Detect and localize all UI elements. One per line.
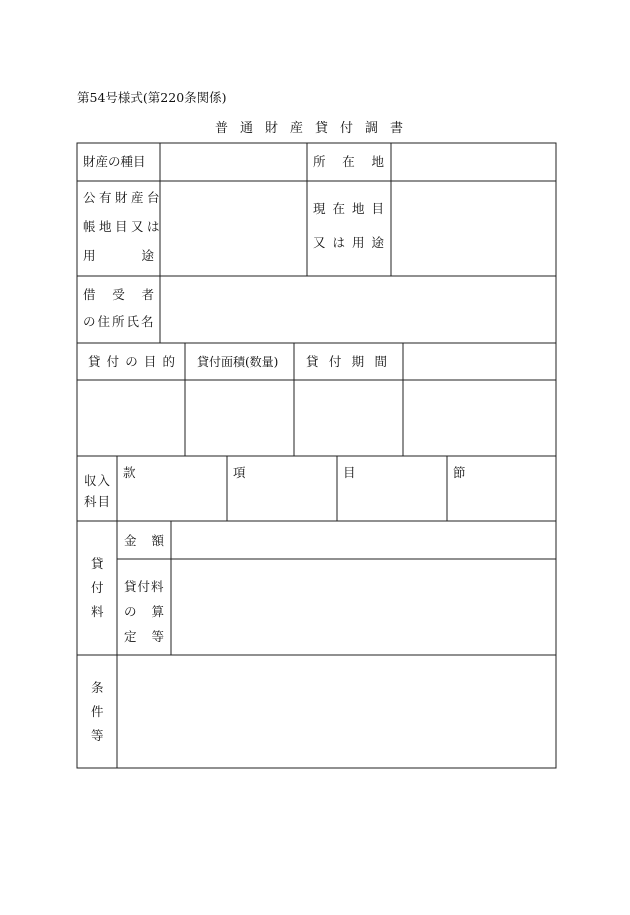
moku-field[interactable] [338,480,446,520]
location-field[interactable] [392,144,555,180]
extra-field[interactable] [404,381,555,455]
purpose-label: 貸 付 の 目 的 [88,354,175,369]
fee-label-char3: 料 [91,604,104,619]
setsu-field[interactable] [448,480,555,520]
fee-label-char2: 付 [91,580,104,595]
fee-label-char1: 貸 [91,556,104,571]
borrower-field[interactable] [161,277,555,342]
kou-label: 項 [233,465,246,480]
borrower-label-line1: 借 受 者 [83,287,154,302]
document-title: 普通財産貸付調書 [214,121,415,136]
ledger-label-line3: 用 途 [83,248,154,263]
current-use-label-line2: 又は用途 [313,235,392,250]
kou-field[interactable] [228,480,336,520]
kan-label: 款 [123,465,136,480]
conditions-label-char2: 件 [91,704,104,719]
calc-label-line2: の 算 [124,604,164,619]
moku-label: 目 [343,465,356,480]
ledger-label-line1: 公有財産台 [83,190,164,205]
form-number: 第54号様式(第220条関係) [77,90,227,105]
amount-label: 金 額 [124,533,164,548]
area-label: 貸付面積(数量) [197,355,279,369]
fee-calculation-field[interactable] [172,560,555,654]
period-label: 貸 付 期 間 [306,354,387,369]
ledger-category-field[interactable] [161,182,306,275]
amount-field[interactable] [172,522,555,558]
period-field[interactable] [295,381,402,455]
revenue-label-line2: 科 目 [84,494,110,509]
revenue-label-line1: 収 入 [84,473,110,488]
conditions-label-char1: 条 [91,680,104,695]
setsu-label: 節 [453,465,466,480]
current-use-field[interactable] [392,182,555,275]
period-header-blank [404,344,555,379]
calc-label-line3: 定 等 [124,629,164,644]
purpose-field[interactable] [78,381,184,455]
conditions-field[interactable] [118,656,555,767]
calc-label-line1: 貸付料 [124,579,165,594]
kan-field[interactable] [118,480,226,520]
area-field[interactable] [186,381,293,455]
property-type-field[interactable] [161,144,306,180]
ledger-label-line2: 帳地目又は [83,219,164,234]
borrower-label-line2: の住所氏名 [83,314,156,329]
current-use-label-line1: 現在地目 [313,201,392,216]
conditions-label-char3: 等 [91,728,104,743]
location-label: 所 在 地 [313,154,384,169]
property-type-label: 財産の種目 [83,154,146,169]
